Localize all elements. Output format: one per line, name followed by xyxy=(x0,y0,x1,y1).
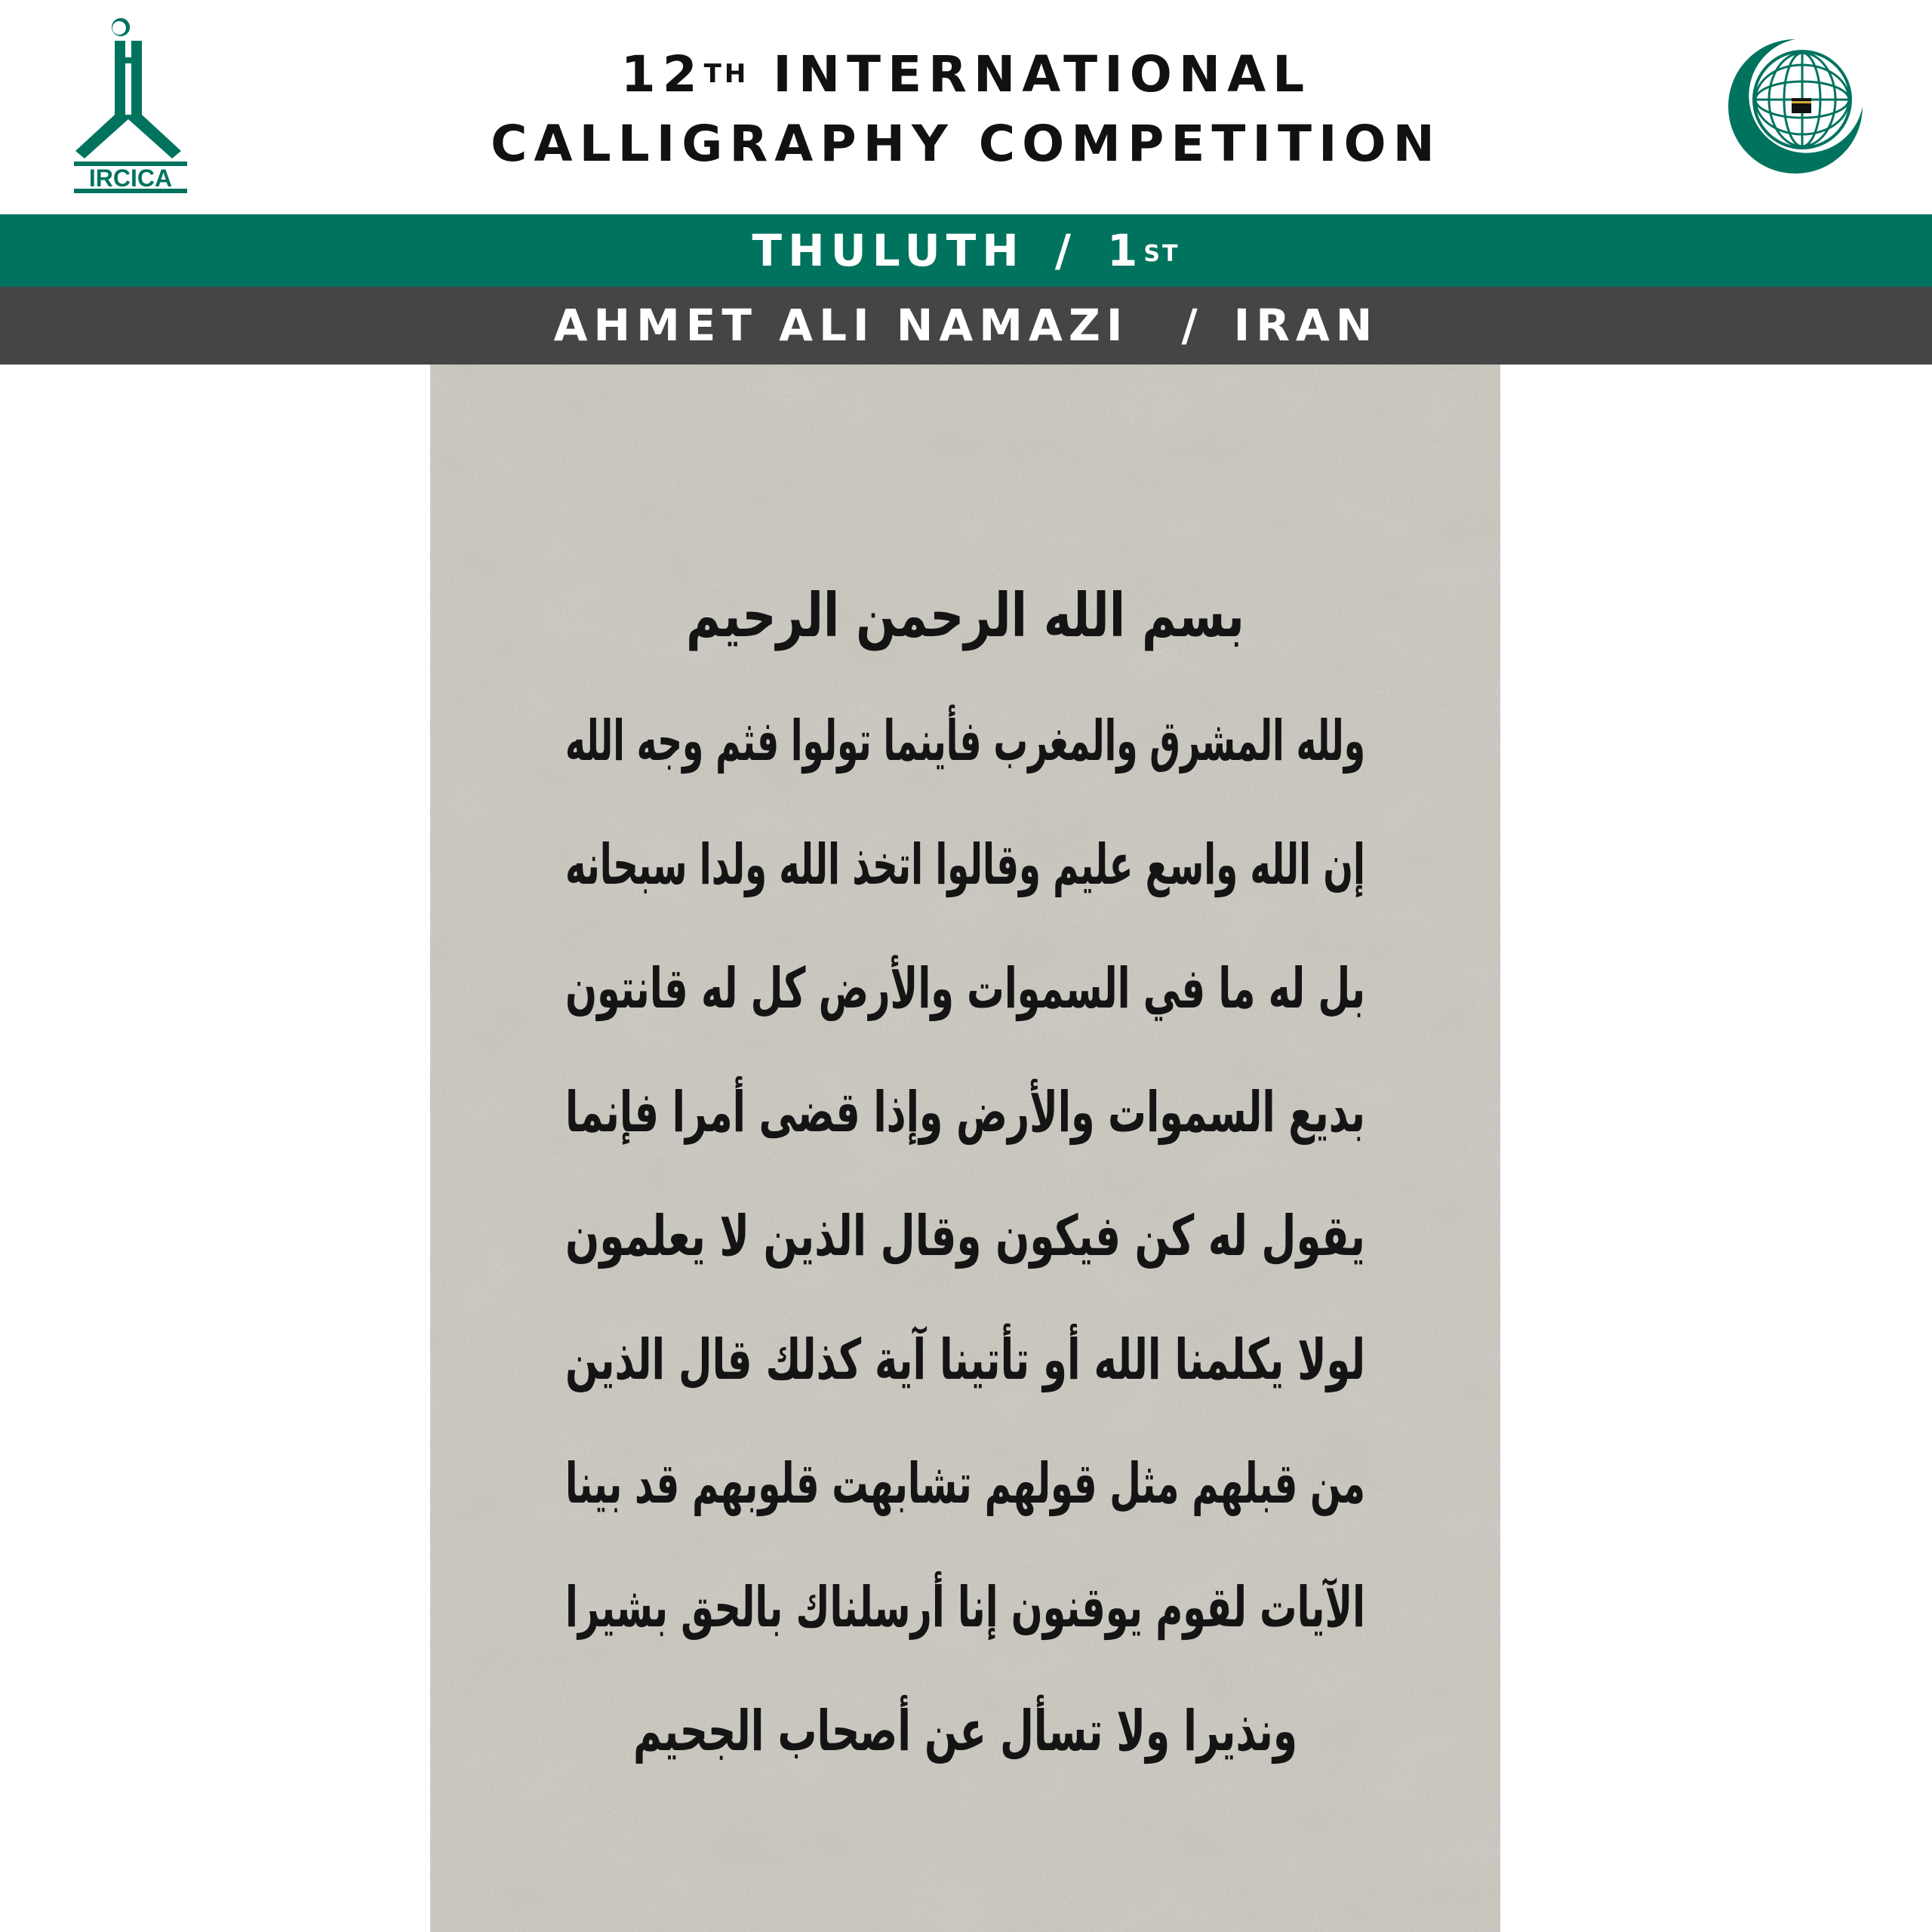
oic-logo xyxy=(1724,35,1867,178)
calligraphy-line: الآيات لقوم يوقنون إنا أرسلناك بالحق بشيرا xyxy=(565,1575,1769,1640)
page-header xyxy=(0,0,1932,214)
artist-country: IRAN xyxy=(1233,300,1379,351)
category-label: THULUTH xyxy=(752,225,1025,276)
artist-name: AHMET ALI NAMAZI xyxy=(553,300,1129,351)
calligraphy-line: بديع السموات والأرض وإذا قضى أمرا فإنما xyxy=(565,1080,1737,1145)
page-title-line-1: 12TH INTERNATIONAL xyxy=(620,45,1312,103)
calligraphy-line: يقول له كن فيكون وقال الذين لا يعلمون xyxy=(565,1204,1680,1269)
page-title-line-2: CALLIGRAPHY COMPETITION xyxy=(491,115,1441,173)
artist-separator: / xyxy=(1181,300,1204,351)
calligraphy-line: ونذيرا ولا تسأل عن أصحاب الجحيم xyxy=(633,1699,1583,1764)
calligraphy-artwork xyxy=(430,365,1867,1932)
calligraphy-line: ولله المشرق والمغرب فأينما تولوا فثم وجه الله xyxy=(565,709,1867,774)
calligraphy-line: من قبلهم مثل قولهم تشابهت قلوبهم قد بينا xyxy=(565,1451,1798,1516)
calligraphy-line: إن الله واسع عليم وقالوا اتخذ الله ولدا سبحانه xyxy=(565,832,1837,897)
category-band xyxy=(0,214,1932,287)
calligraphy-line: لولا يكلمنا الله أو تأتينا آية كذلك قال الذين xyxy=(565,1327,1718,1392)
ircica-logo-text: IRCICA xyxy=(88,165,173,192)
artist-band xyxy=(0,287,1932,365)
basmala-line: بسم الله الرحمن الرحيم xyxy=(686,580,1401,651)
rank-label: 1ST xyxy=(1107,225,1180,276)
calligraphy-line: بل له ما في السموات والأرض كل له قانتون xyxy=(565,956,1764,1021)
category-separator: / xyxy=(1054,225,1078,276)
